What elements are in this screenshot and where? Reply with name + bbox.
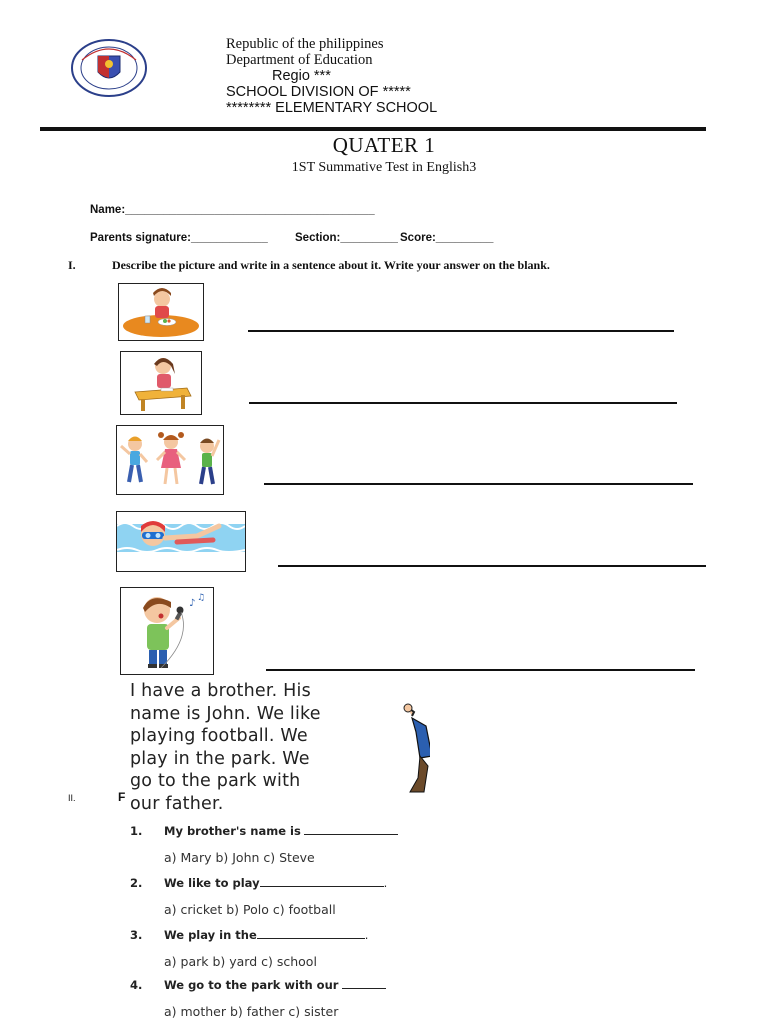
picture-boy-singing xyxy=(120,587,214,675)
letterhead xyxy=(226,36,437,116)
answer-line-5[interactable] xyxy=(266,669,695,671)
answer-blank[interactable] xyxy=(260,886,384,887)
question-stem: We like to play xyxy=(164,876,260,890)
question-3-options: a) park b) yard c) school xyxy=(164,954,317,969)
part1-number: I. xyxy=(68,258,76,272)
letterhead-region: Regio *** xyxy=(272,68,331,84)
question-4 xyxy=(130,978,386,992)
answer-blank[interactable] xyxy=(304,834,398,835)
story-paragraph xyxy=(130,680,321,815)
girl-eating-icon xyxy=(119,284,203,340)
question-4-options: a) mother b) father c) sister xyxy=(164,1004,339,1019)
answer-blank[interactable] xyxy=(342,988,386,989)
children-dancing-icon xyxy=(117,426,223,494)
svg-text:♫: ♫ xyxy=(197,593,206,603)
parents-signature-field[interactable]: Parents signature:____________ xyxy=(90,232,268,244)
question-3 xyxy=(130,928,368,942)
question-1-options: a) Mary b) John c) Steve xyxy=(164,850,315,865)
story-line: name is John. We like xyxy=(130,703,321,724)
question-stem: We go to the park with our xyxy=(164,978,339,992)
part2-label xyxy=(68,790,125,804)
score-field[interactable]: Score:_________ xyxy=(400,232,494,244)
story-line: go to the park with xyxy=(130,771,301,791)
story-line: our father. xyxy=(130,793,224,814)
question-number: 2. xyxy=(130,876,143,890)
question-end-punct: . xyxy=(364,928,369,942)
page-title: QUATER 1 xyxy=(332,133,436,157)
part1-instruction-text: Describe the picture and write in a sentence about it. Write your answer on the blank. xyxy=(112,258,550,272)
letterhead-republic: Republic of the philippines xyxy=(226,36,384,52)
name-field[interactable]: Name:_______________________________________ xyxy=(90,204,375,216)
letterhead-division: SCHOOL DIVISION OF ***** xyxy=(226,84,411,100)
question-number: 3. xyxy=(130,928,143,942)
answer-blank[interactable] xyxy=(257,938,365,939)
svg-text:♪: ♪ xyxy=(189,598,196,609)
header-divider xyxy=(40,127,706,131)
picture-girl-eating xyxy=(118,283,204,341)
boy-football-icon xyxy=(394,696,438,796)
page-subtitle: 1ST Summative Test in English3 xyxy=(291,160,477,175)
question-2 xyxy=(130,876,387,890)
question-end-punct: . xyxy=(383,876,388,890)
question-2-options: a) cricket b) Polo c) football xyxy=(164,902,336,917)
answer-line-2[interactable] xyxy=(249,402,677,404)
picture-boy-swimming xyxy=(116,511,246,572)
girl-writing-at-desk-icon xyxy=(121,352,201,414)
question-stem: We play in the xyxy=(164,928,257,942)
question-stem: My brother's name is xyxy=(164,824,301,838)
part1-instruction xyxy=(68,258,550,273)
story-line: playing football. We xyxy=(130,726,308,746)
answer-line-1[interactable] xyxy=(248,330,674,332)
picture-girl-writing xyxy=(120,351,202,415)
boy-swimming-icon xyxy=(117,512,245,571)
answer-line-4[interactable] xyxy=(278,565,706,567)
part2-number: II. xyxy=(68,793,76,803)
answer-line-3[interactable] xyxy=(264,483,693,485)
deped-seal-icon xyxy=(70,38,148,98)
part2-partial-heading: F xyxy=(118,790,126,804)
picture-children-dancing xyxy=(116,425,224,495)
letterhead-department: Department of Education xyxy=(226,52,373,68)
story-line: play in the park. We xyxy=(130,748,310,769)
section-field[interactable]: Section:_________ xyxy=(295,232,398,244)
letterhead-school: ******** ELEMENTARY SCHOOL xyxy=(226,100,438,116)
question-number: 1. xyxy=(130,824,143,838)
boy-singing-icon xyxy=(121,588,213,674)
story-line: I have a brother. His xyxy=(130,681,311,701)
question-number: 4. xyxy=(130,978,143,992)
question-1 xyxy=(130,824,398,838)
